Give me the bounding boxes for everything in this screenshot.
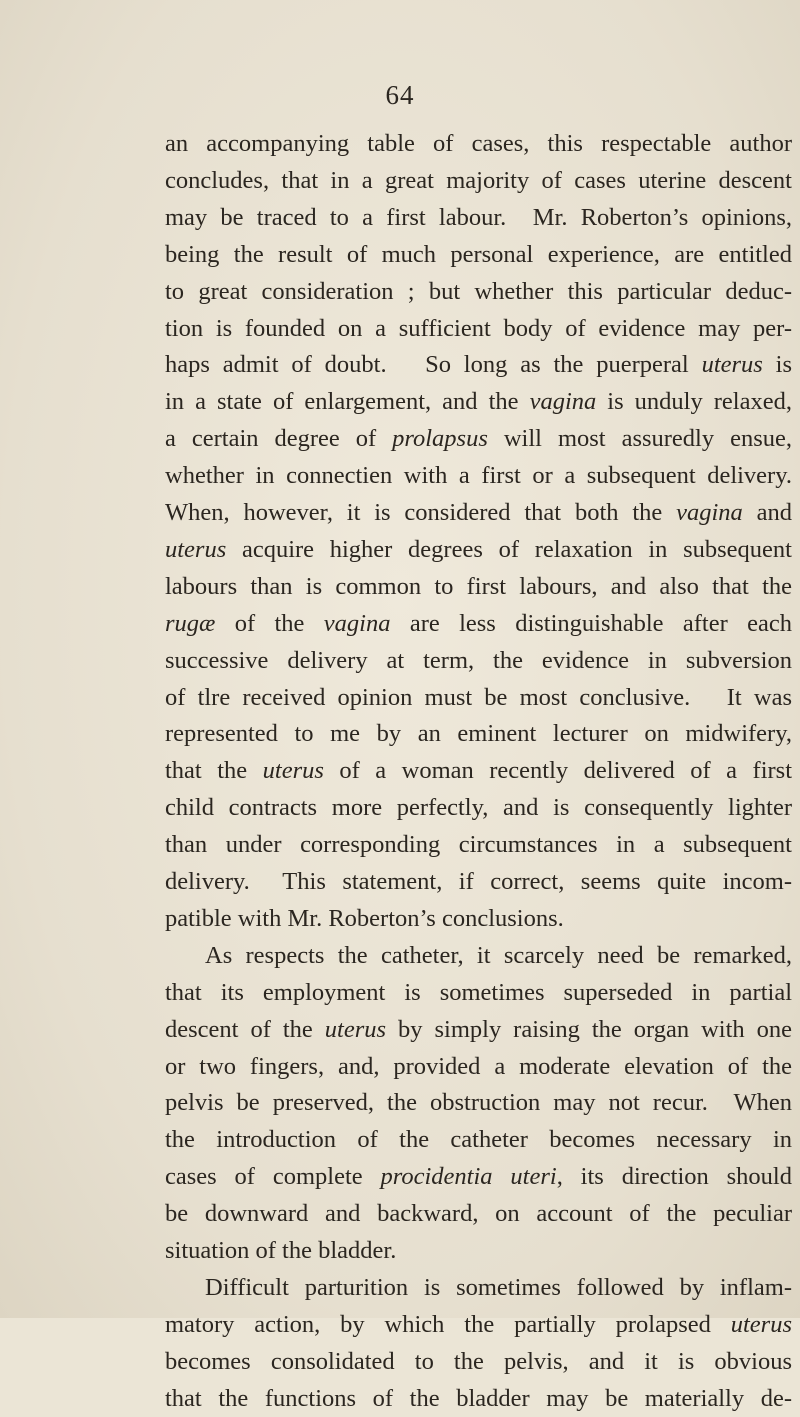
text-line [165, 495, 792, 531]
text-run: may be traced to a first labour. Mr. Roberton’s opinions, [165, 203, 792, 231]
text-run: concludes, that in a great majority of cases uterine descent [165, 166, 792, 194]
text-line [165, 1196, 792, 1232]
text-run: is [762, 351, 792, 379]
text-line [165, 126, 792, 162]
text-line [165, 1085, 792, 1121]
text-line [165, 790, 792, 826]
text-run: Difficult parturition is sometimes followed by inflam- [205, 1273, 792, 1301]
text-run: patible with Mr. Roberton’s conclusions. [165, 904, 564, 932]
text-run: successive delivery at term, the evidence in subversion [165, 646, 792, 674]
text-run: As respects the catheter, it scarcely need be remarked, [205, 941, 792, 969]
text-line [165, 680, 792, 716]
text-line [165, 1012, 792, 1048]
italic-term: vagina [323, 609, 391, 637]
text-line [165, 421, 792, 457]
text-line [165, 458, 792, 494]
text-run: being the result of much personal experience, are entitled [165, 240, 792, 268]
text-line [165, 163, 792, 199]
text-line [165, 311, 792, 347]
text-line [165, 643, 792, 679]
text-run: situation of the bladder. [165, 1237, 397, 1264]
text-run: or two fingers, and, provided a moderate elevation of the [165, 1052, 792, 1080]
text-run: will most assuredly ensue, [487, 425, 792, 453]
text-line [205, 1270, 792, 1306]
page-number: 64 [385, 80, 415, 110]
text-run: are less distinguishable after each [390, 609, 792, 637]
text-run: to great consideration ; but whether this particular deduc- [165, 277, 792, 305]
text-run: that the functions of the bladder may be materially de- [165, 1384, 792, 1412]
text-run: becomes consolidated to the pelvis, and it is obvious [165, 1347, 792, 1375]
text-run: represented to me by an eminent lecturer on midwifery, [165, 720, 792, 748]
text-line [165, 827, 792, 863]
text-run: the introduction of the catheter becomes necessary in [165, 1126, 792, 1154]
text-run: in a state of enlargement, and the [165, 388, 530, 416]
text-line [165, 716, 792, 752]
text-run: a certain degree of [165, 425, 393, 453]
text-run: whether in connectien with a first or a subsequent delivery. [165, 462, 792, 490]
text-run: haps admit of doubt. So long as the puerperal [165, 351, 702, 379]
text-line [165, 532, 792, 568]
text-line [165, 384, 792, 420]
text-line [165, 237, 792, 273]
text-run: descent of the [165, 1015, 325, 1043]
italic-term: uterus [324, 1015, 387, 1043]
text-run: is unduly relaxed, [596, 388, 792, 416]
text-line [165, 200, 792, 236]
text-line [165, 274, 792, 310]
text-line [165, 1381, 792, 1417]
text-run: of a woman recently delivered of a first [323, 757, 792, 785]
italic-term: uterus [701, 351, 763, 379]
text-run: be downward and backward, on account of the peculiar [165, 1200, 792, 1228]
italic-term: vagina [529, 388, 597, 416]
text-line [165, 1049, 792, 1085]
text-line [165, 1307, 792, 1343]
text-run: and [742, 499, 792, 526]
text-run: , its direction should [556, 1163, 792, 1191]
text-line [165, 1122, 792, 1158]
text-line [165, 753, 792, 789]
text-run: of the [215, 609, 324, 637]
text-run: than under corresponding circumstances in a subsequent [165, 831, 792, 859]
text-run: tion is founded on a sufficient body of evidence may per- [165, 314, 792, 342]
text-run: delivery. This statement, if correct, seems quite incom- [165, 868, 792, 895]
text-run: matory action, by which the partially prolapsed [165, 1310, 731, 1338]
text-run: that the [165, 757, 263, 785]
text-line [165, 975, 792, 1011]
text-line [165, 864, 792, 900]
text-run: child contracts more perfectly, and is consequently lighter [165, 794, 792, 822]
italic-term: uterus [165, 535, 227, 563]
text-line [165, 569, 792, 605]
italic-term: procidentia uteri [380, 1163, 557, 1191]
text-line [205, 938, 792, 974]
text-line [165, 901, 792, 937]
text-run: cases of complete [165, 1163, 381, 1191]
italic-term: vagina [676, 499, 743, 526]
text-run: labours than is common to first labours, and also that the [165, 572, 792, 600]
text-line [165, 606, 792, 642]
text-line [165, 1344, 792, 1380]
text-run: of tlre received opinion must be most conclusive. It was [165, 683, 792, 711]
text-run: that its employment is sometimes superseded in partial [165, 978, 792, 1006]
text-run: by simply raising the organ with one [386, 1015, 792, 1043]
text-run: an accompanying table of cases, this respectable author [165, 130, 792, 157]
text-line [165, 1159, 792, 1195]
italic-term: uterus [262, 757, 324, 785]
text-line [165, 347, 792, 383]
italic-term: uterus [730, 1310, 792, 1338]
text-run: pelvis be preserved, the obstruction may not recur. When [165, 1089, 792, 1117]
text-line [165, 1233, 792, 1269]
text-run: acquire higher degrees of relaxation in subsequent [226, 535, 792, 563]
text-run: When, however, it is considered that both the [165, 499, 677, 526]
italic-term: rugæ [165, 609, 216, 637]
italic-term: prolapsus [392, 425, 488, 453]
